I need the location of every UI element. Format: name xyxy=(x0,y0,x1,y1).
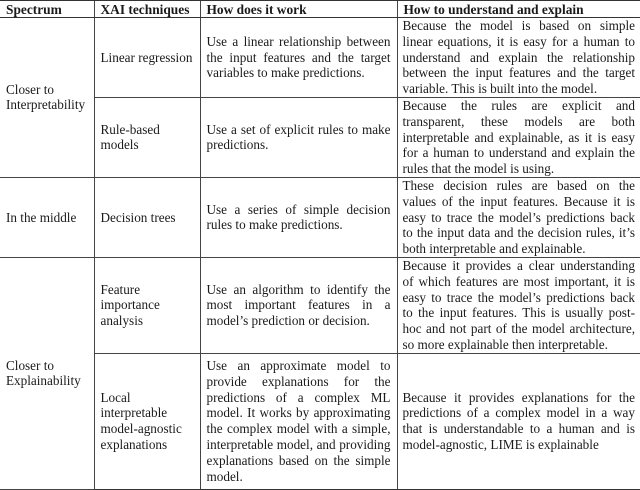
how-it-works-cell: Use an algorithm to identify the most important features in a model’s prediction or decision. xyxy=(200,257,397,353)
table-row xyxy=(0,97,640,177)
header-how-does-it-work: How does it work xyxy=(200,1,397,18)
how-it-works-cell: Use a set of explicit rules to make predictions. xyxy=(200,97,397,177)
how-to-understand-cell: Because the rules are explicit and transparent, these models are both interpretable and explainable, as it is easy for a human to understand and explain the rules that the model is using. xyxy=(397,97,640,177)
how-to-understand-cell: Because the model is based on simple linear equations, it is easy for a human to understand and explain the relationship between the input features and the target variable. This is built into the model. xyxy=(397,18,640,98)
table-row xyxy=(0,18,640,98)
spectrum-cell: Closer to Explainability xyxy=(0,257,94,489)
technique-cell: Local interpretable model-agnostic explanations xyxy=(94,353,200,489)
how-to-understand-cell: Because it provides a clear understanding of which features are most important, it is easy to trace the model’s predictions back to the input features. This is usually post-hoc and not part of the model architecture, so more explainable then interpretable. xyxy=(397,257,640,353)
header-how-to-understand: How to understand and explain xyxy=(397,1,640,18)
how-it-works-cell: Use a linear relationship between the input features and the target variables to make predictions. xyxy=(200,18,397,98)
technique-cell: Decision trees xyxy=(94,177,200,257)
header-spectrum: Spectrum xyxy=(0,1,94,18)
how-it-works-cell: Use an approximate model to provide explanations for the predictions of a complex ML model. It works by approximating the complex model with a simple, interpretable model, and providing explanations based on the simple model. xyxy=(200,353,397,489)
how-it-works-cell: Use a series of simple decision rules to make predictions. xyxy=(200,177,397,257)
header-row xyxy=(0,1,640,18)
how-to-understand-cell: Because it provides explanations for the predictions of a complex model in a way that is understandable to a human and is model-agnostic, LIME is explainable xyxy=(397,353,640,489)
technique-cell: Feature importance analysis xyxy=(94,257,200,353)
technique-cell: Linear regression xyxy=(94,18,200,98)
how-to-understand-cell: These decision rules are based on the values of the input features. Because it is easy to trace the model’s predictions back to the input data and the decision rules, it’s both interpretable and explainable. xyxy=(397,177,640,257)
table-row xyxy=(0,257,640,353)
technique-cell: Rule-based models xyxy=(94,97,200,177)
table-row xyxy=(0,177,640,257)
spectrum-cell: In the middle xyxy=(0,177,94,257)
header-xai-techniques: XAI techniques xyxy=(94,1,200,18)
spectrum-cell: Closer to Interpretability xyxy=(0,18,94,178)
